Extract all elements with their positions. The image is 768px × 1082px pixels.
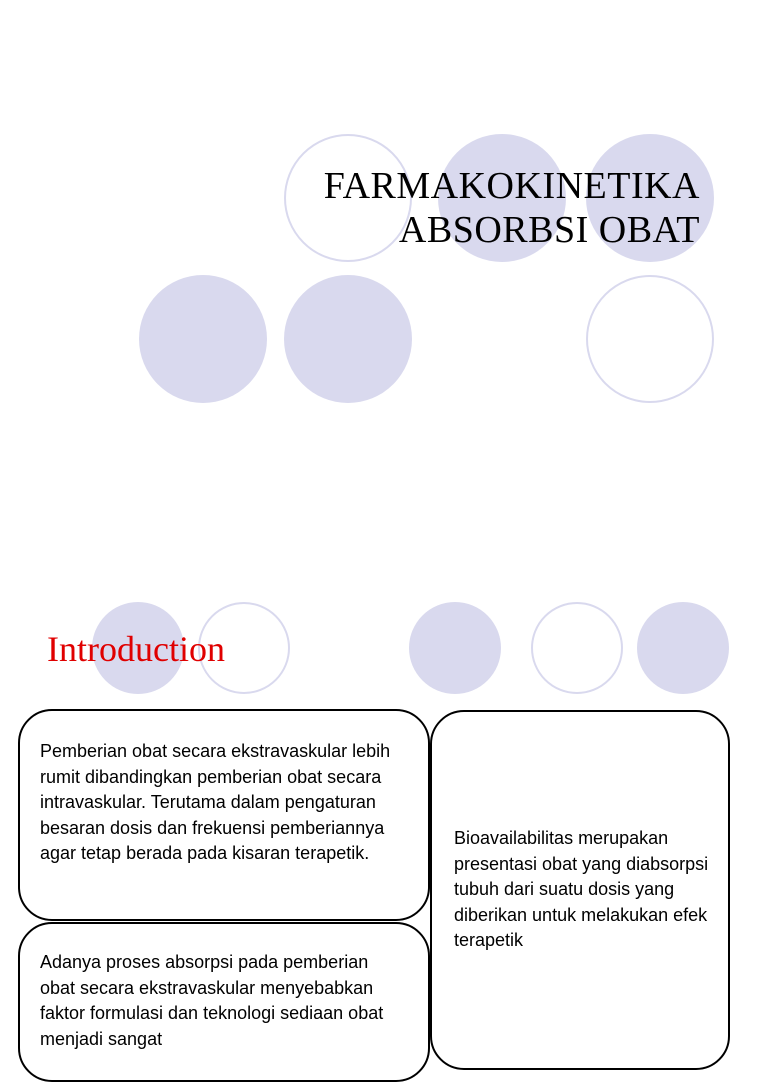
absorption-card (18, 922, 430, 1082)
decorative-circle (409, 602, 501, 694)
title-line-1: FARMAKOKINETIKA (323, 165, 700, 207)
slide-title (324, 164, 700, 252)
decorative-circle (284, 275, 412, 403)
card-text: Pemberian obat secara ekstravaskular lebih rumit dibandingkan pemberian obat secara intravaskular. Terutama dalam pengaturan besaran dosis dan frekuensi pemberiannya agar tetap berada pada kisaran terapetik. (40, 741, 391, 863)
card-text: Bioavailabilitas merupakan presentasi obat yang diabsorpsi tubuh dari suatu dosis yang diberikan untuk melakukan efek terapetik (454, 828, 709, 950)
decorative-circle (139, 275, 267, 403)
title-slide (0, 0, 768, 512)
decorative-circle (637, 602, 729, 694)
bioavailability-card (430, 710, 730, 1070)
decorative-circle (586, 275, 714, 403)
extravascular-card (18, 709, 430, 921)
title-line-2: ABSORBSI OBAT (398, 209, 700, 251)
content-slide (0, 512, 768, 1049)
decorative-circle (531, 602, 623, 694)
section-heading: Introduction (47, 629, 225, 669)
card-text: Adanya proses absorpsi pada pemberian obat secara ekstravaskular menyebabkan faktor formulasi dan teknologi sediaan obat menjadi sangat (40, 952, 384, 1049)
